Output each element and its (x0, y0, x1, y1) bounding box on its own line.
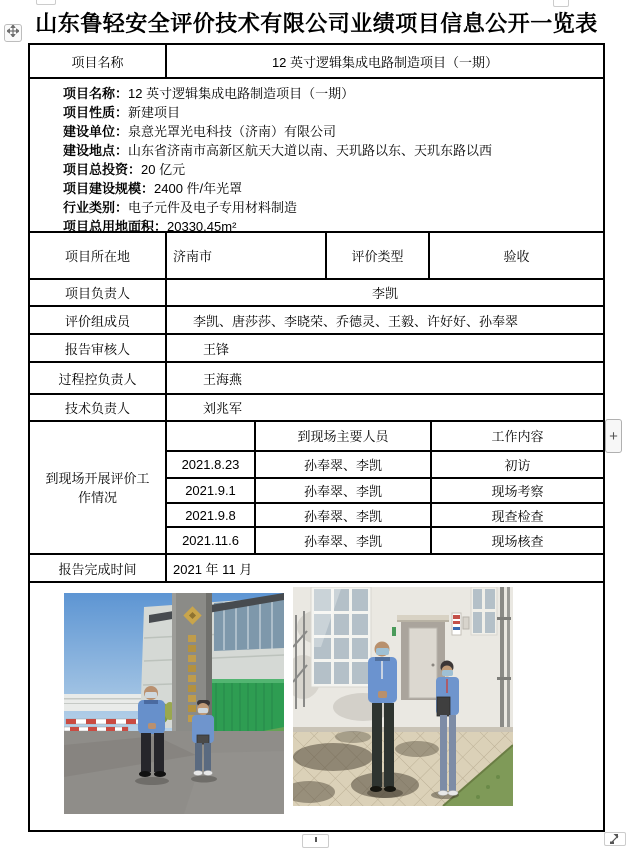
visit-personnel: 孙奉翠、李凯 (256, 452, 432, 478)
detail-line: 项目名称：12 英寸逻辑集成电路制造项目（一期） (63, 86, 355, 101)
visit-personnel: 孙奉翠、李凯 (256, 479, 432, 502)
tech-value: 刘兆军 (203, 401, 243, 416)
visit-row (167, 504, 603, 529)
visit-work-header: 工作内容 (491, 429, 544, 445)
detail-line: 行业类别：电子元件及电子专用材料制造 (63, 200, 298, 215)
row-location (30, 233, 603, 280)
site-visits-label: 到现场开展评价工作情况 (30, 422, 167, 553)
row-photos (30, 583, 603, 830)
detail-line: 项目建设规模：2400 件/年光罩 (63, 181, 243, 196)
detail-line: 建设单位：泉意光罩光电科技（济南）有限公司 (63, 124, 337, 139)
site-photo-1 (64, 593, 284, 814)
eval-type-value: 验收 (503, 249, 530, 264)
eval-type-label: 评价类型 (327, 233, 430, 278)
plus-icon: + (609, 427, 618, 445)
site-photo-2 (293, 587, 513, 806)
location-value: 济南市 (167, 233, 327, 278)
table-resize-handle[interactable] (604, 832, 626, 846)
insert-plus-button[interactable] (605, 419, 622, 453)
detail-line: 项目性质：新建项目 (63, 105, 181, 120)
table-move-handle[interactable] (4, 24, 22, 42)
project-name-value: 12 英寸逻辑集成电路制造项目（一期） (271, 54, 499, 70)
visit-personnel-header: 到现场主要人员 (256, 422, 432, 450)
reviewer-value: 王锋 (203, 341, 230, 357)
row-report-date (30, 555, 603, 583)
project-details-block (30, 79, 603, 234)
row-reviewer (30, 335, 603, 363)
row-team (30, 307, 603, 335)
team-value: 李凯、唐莎莎、李晓荣、乔德灵、王毅、许好好、孙奉翠 (193, 313, 519, 329)
visit-date: 2021.11.6 (167, 528, 256, 553)
report-date-value: 2021 年 11 月 (173, 561, 253, 577)
visit-work: 现场核查 (491, 534, 544, 550)
row-site-visits (30, 422, 603, 555)
location-label: 项目所在地 (30, 233, 167, 278)
visit-date-header (167, 422, 256, 450)
page-title: 山东鲁轻安全评价技术有限公司业绩项目信息公开一览表 (35, 11, 598, 36)
row-process-control (30, 363, 603, 395)
site-visits-grid (167, 422, 603, 553)
row-project-name (30, 45, 603, 79)
top-toolbar-fragment (36, 0, 56, 5)
row-manager (30, 280, 603, 307)
manager-value: 李凯 (371, 286, 398, 301)
visit-work: 初访 (504, 457, 531, 473)
move-cross-icon (7, 24, 19, 42)
visit-work: 现场考察 (491, 483, 544, 499)
project-info-table (28, 43, 605, 832)
visit-row (167, 479, 603, 504)
visit-personnel: 孙奉翠、李凯 (256, 528, 432, 553)
detail-line: 建设地点：山东省济南市高新区航天大道以南、天玑路以东、天玑东路以西 (63, 143, 493, 158)
visit-personnel: 孙奉翠、李凯 (256, 504, 432, 527)
project-name-label: 项目名称 (30, 45, 167, 77)
visit-row (167, 452, 603, 480)
detail-line: 项目总投资：20 亿元 (63, 162, 186, 177)
visit-date: 2021.9.8 (167, 504, 256, 527)
row-tech-lead (30, 395, 603, 422)
tech-label: 技术负责人 (30, 395, 167, 420)
visit-date: 2021.8.23 (167, 452, 256, 478)
manager-label: 项目负责人 (30, 280, 167, 305)
row-project-details (30, 79, 603, 233)
bottom-cursor-fragment (302, 834, 329, 848)
team-label: 评价组成员 (30, 307, 167, 333)
process-value: 王海燕 (203, 371, 243, 387)
reviewer-label: 报告审核人 (30, 335, 167, 361)
visit-work: 现查检查 (491, 508, 544, 524)
report-date-label: 报告完成时间 (30, 555, 167, 581)
resize-arrow-icon (610, 834, 620, 844)
top-toolbar-fragment-2 (553, 0, 569, 7)
visit-date: 2021.9.1 (167, 479, 256, 502)
visit-row (167, 528, 603, 553)
process-label: 过程控负责人 (30, 363, 167, 393)
detail-line: 项目总用地面积：20330.45m² (63, 219, 237, 234)
site-visits-header (167, 422, 603, 452)
